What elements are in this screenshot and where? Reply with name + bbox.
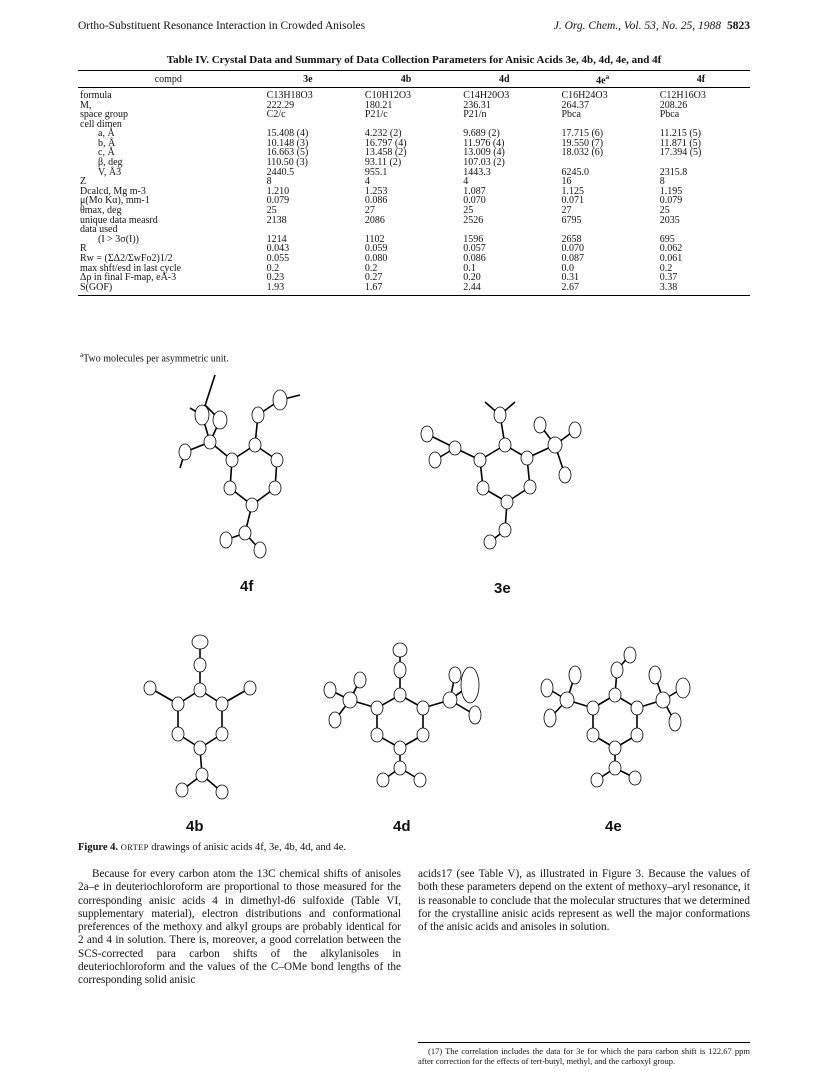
row-label: M, — [80, 99, 92, 111]
body-column-right — [418, 868, 750, 934]
table-cell: 4 — [463, 176, 469, 188]
body-paragraph-left: Because for every carbon atom the 13C chemical shifts of anisoles 2a–e in deuteriochloroform are proportional to those measured for the corresponding anisic acids 4 in dimethyl-d6 sulfoxide (Table VI, supplementary material), electron distributions and conformational preferences of the methoxy and alkyl groups are probably identical for 2 and 4 in solution. There is, moreover, a good correlation between the SCS-corrected para carbon shifts of the alkylanisoles in deuteriochloroform and the values of the C–OMe bond lengths of the corresponding solid anisic — [78, 868, 401, 987]
table-cell: 2.44 — [463, 281, 481, 293]
table-cell: 0.2 — [364, 262, 378, 274]
table-row — [78, 120, 750, 130]
row-label: c, Å — [98, 147, 115, 159]
crystal-data-table — [78, 70, 750, 296]
table-cell: P21/c — [364, 109, 388, 121]
table-cell: 0.055 — [266, 253, 290, 265]
body-column-left — [78, 868, 401, 988]
ortep-4b — [130, 630, 280, 810]
table-cell: 1102 — [364, 233, 385, 245]
table-cell: C14H20O3 — [463, 89, 510, 101]
table-cell: 27 — [561, 205, 572, 217]
footnote-text: Two molecules per asymmetric unit. — [83, 353, 229, 365]
row-label: cell dimen — [80, 118, 122, 130]
figure-caption — [78, 842, 346, 853]
table-row — [78, 216, 750, 226]
table-cell: 25 — [266, 205, 277, 217]
row-label: Dcalcd, Mg m-3 — [80, 185, 146, 197]
table-row — [78, 273, 750, 283]
table-cell: 0.1 — [463, 262, 476, 274]
table-cell: 4.232 (2) — [364, 128, 402, 140]
molecule-label-4d: 4d — [393, 818, 411, 835]
table-cell: 25 — [463, 205, 474, 217]
table-cell: 0.057 — [463, 243, 486, 255]
table-cell: 0.079 — [266, 195, 290, 207]
table-row — [78, 148, 750, 158]
table-cell: 236.31 — [463, 99, 491, 111]
table-cell: 0.086 — [364, 195, 388, 207]
footnote-mark: a — [80, 351, 84, 359]
table-cell: 13.458 (2) — [364, 147, 407, 159]
column-header-2: 4b — [357, 71, 455, 88]
footnote-17: (17) The correlation includes the data for 3e for which the para carbon shift is 122.67 ppm after correction for the effects of tert-butyl, methyl, and the carboxyl group. — [418, 1046, 750, 1066]
table-cell: 17.715 (6) — [561, 128, 604, 140]
table-cell: 19.550 (7) — [561, 137, 604, 149]
table-cell: 27 — [364, 205, 375, 217]
table-cell: 0.070 — [561, 243, 584, 255]
table-row — [78, 187, 750, 197]
table-cell: 15.408 (4) — [266, 128, 309, 140]
table-cell: 2440.5 — [266, 166, 295, 178]
column-header-5: 4f — [652, 71, 750, 88]
table-cell: 8 — [659, 176, 665, 188]
table-cell: 0.086 — [463, 253, 486, 265]
table-cell: 9.689 (2) — [463, 128, 500, 140]
table-cell: 0.2 — [266, 262, 280, 274]
table-row — [78, 283, 750, 296]
journal-citation — [554, 20, 750, 32]
table-cell: 16.797 (4) — [364, 137, 407, 149]
table-cell: 0.37 — [659, 272, 678, 284]
column-header-1: 3e — [259, 71, 357, 88]
table-cell: 11.871 (5) — [659, 137, 702, 149]
table-cell: 180.21 — [364, 99, 393, 111]
table-cell: 1.253 — [364, 185, 388, 197]
row-label: Z — [80, 176, 87, 188]
row-label: unique data measrd — [80, 214, 158, 226]
table-cell: 955.1 — [364, 166, 388, 178]
table-cell: 2658 — [561, 233, 582, 245]
row-label: β, deg — [98, 157, 123, 169]
figure-caption-text: drawings of anisic acids 4f, 3e, 4b, 4d, and 4e. — [148, 842, 347, 853]
row-label: space group — [80, 109, 129, 121]
table-row — [78, 264, 750, 274]
journal-info: J. Org. Chem., Vol. 53, No. 25, 1988 — [553, 20, 721, 32]
row-label: θmax, deg — [80, 205, 122, 217]
table-cell: 1.67 — [364, 281, 383, 293]
table-footnote — [80, 351, 229, 364]
table-cell: C16H24O3 — [561, 89, 608, 101]
row-label: a, Å — [98, 128, 115, 140]
table-header-row — [78, 71, 750, 88]
table-cell: 1.087 — [463, 185, 486, 197]
figure-caption-label: Figure 4. — [78, 842, 119, 853]
ortep-4d — [305, 640, 495, 790]
table-cell: 6795 — [561, 214, 582, 226]
table-cell: 0.23 — [266, 272, 285, 284]
table-cell: 0.059 — [364, 243, 388, 255]
table-cell: 0.20 — [463, 272, 481, 284]
ortep-4e — [525, 640, 705, 790]
table-cell: 2138 — [266, 214, 287, 226]
table-cell: 1.210 — [266, 185, 290, 197]
table-cell: 0.080 — [364, 253, 388, 265]
table-cell: 13.009 (4) — [463, 147, 505, 159]
table-row — [78, 110, 750, 120]
row-label: V, Å3 — [98, 166, 122, 178]
table-cell: 0.043 — [266, 243, 290, 255]
table-row — [78, 158, 750, 168]
molecule-label-4f: 4f — [240, 578, 254, 595]
table-cell: C13H18O3 — [266, 89, 313, 101]
molecule-label-4b: 4b — [186, 818, 204, 835]
table-cell: 18.032 (6) — [561, 147, 604, 159]
table-cell: 0.31 — [561, 272, 579, 284]
table-cell: 11.976 (4) — [463, 137, 505, 149]
body-paragraph-right: acids17 (see Table V), as illustrated in Figure 3. Because the values of both these parameters depend on the extent of methoxy–aryl resonance, it is reasonable to conclude that the molecular structures that we determined for the crystalline anisic acids represent as well the major conformations of the anisic acids and anisoles in solution. — [418, 868, 750, 934]
table-cell: 4 — [364, 176, 370, 188]
column-header-0: compd — [78, 71, 259, 88]
table-row — [78, 87, 750, 100]
running-title: Ortho-Substituent Resonance Interaction in Crowded Anisoles — [78, 20, 366, 32]
ortep-3e — [415, 390, 595, 550]
table-body — [78, 87, 750, 295]
table-row — [78, 196, 750, 206]
page-number: 5823 — [727, 20, 750, 32]
row-label: formula — [80, 89, 112, 101]
table-cell: C10H12O3 — [364, 89, 412, 101]
table-cell: 1214 — [266, 233, 287, 245]
table-row — [78, 129, 750, 139]
molecule-label-4e: 4e — [605, 818, 622, 835]
row-label: R — [80, 243, 87, 255]
table-cell: Pbca — [561, 109, 581, 121]
table-cell: 1.93 — [266, 281, 285, 293]
table-cell: 0.0 — [561, 262, 574, 274]
table-row — [78, 101, 750, 111]
table-cell: 222.29 — [266, 99, 295, 111]
table-cell: 2086 — [364, 214, 385, 226]
table-cell: 0.079 — [659, 195, 683, 207]
table-cell: Pbca — [659, 109, 680, 121]
row-label: S(GOF) — [80, 281, 113, 293]
table-cell: 0.2 — [659, 262, 673, 274]
table-cell: 0.071 — [561, 195, 584, 207]
row-label: data used — [80, 224, 118, 236]
table-row — [78, 225, 750, 235]
table-cell: 264.37 — [561, 99, 589, 111]
table-cell: 110.50 (3) — [266, 157, 308, 169]
table-row — [78, 139, 750, 149]
row-label: (I > 3σ(I)) — [98, 233, 140, 245]
table-cell: 0.061 — [659, 253, 683, 265]
molecule-label-3e: 3e — [494, 580, 511, 597]
table-cell: C2/c — [266, 109, 286, 121]
table-cell: 208.26 — [659, 99, 688, 111]
table-cell: 25 — [659, 205, 670, 217]
table-cell: 0.062 — [659, 243, 683, 255]
table-cell: 10.148 (3) — [266, 137, 309, 149]
table-cell: 0.087 — [561, 253, 584, 265]
row-label: Δρ in final F-map, eÅ-3 — [80, 272, 177, 284]
table-cell: 6245.0 — [561, 166, 589, 178]
row-label: μ(Mo Kα), mm-1 — [80, 195, 150, 207]
row-label: Rw = (ΣΔ2/ΣwFo2)1/2 — [80, 253, 173, 265]
table-cell: C12H16O3 — [659, 89, 706, 101]
table-cell: 16 — [561, 176, 572, 188]
table-row — [78, 206, 750, 216]
row-label: b, Å — [98, 137, 116, 149]
column-header-4: $4e^a$ — [553, 71, 651, 88]
table-cell: 107.03 (2) — [463, 157, 505, 169]
table-cell: 8 — [266, 176, 272, 188]
table-cell: 695 — [659, 233, 675, 245]
table-cell: 93.11 (2) — [364, 157, 402, 169]
table-cell: 1443.3 — [463, 166, 491, 178]
column-header-3: 4d — [455, 71, 553, 88]
ortep-4f — [160, 370, 320, 570]
table-cell: 2526 — [463, 214, 484, 226]
table-row — [78, 244, 750, 254]
table-cell: 16.663 (5) — [266, 147, 309, 159]
table-cell: 2315.8 — [659, 166, 688, 178]
table-cell: 1.125 — [561, 185, 584, 197]
table-cell: 2.67 — [561, 281, 579, 293]
table-cell: 1596 — [463, 233, 484, 245]
table-cell: 3.38 — [659, 281, 678, 293]
table-cell: 1.195 — [659, 185, 683, 197]
row-label: max shft/esd in last cycle — [80, 262, 182, 274]
table-cell: P21/n — [463, 109, 487, 121]
page-footnote — [418, 1042, 750, 1066]
table-cell: 11.215 (5) — [659, 128, 702, 140]
table-cell: 2035 — [659, 214, 680, 226]
table-cell: 17.394 (5) — [659, 147, 702, 159]
figure-caption-ortep: ORTEP — [120, 842, 149, 852]
table-cell: 0.27 — [364, 272, 383, 284]
table-row — [78, 235, 750, 245]
table-row — [78, 177, 750, 187]
table-row — [78, 168, 750, 178]
table-caption: Table IV. Crystal Data and Summary of Data Collection Parameters for Anisic Acids 3e, 4b, 4d, 4e, and 4f — [166, 54, 662, 66]
table-cell: 0.070 — [463, 195, 486, 207]
